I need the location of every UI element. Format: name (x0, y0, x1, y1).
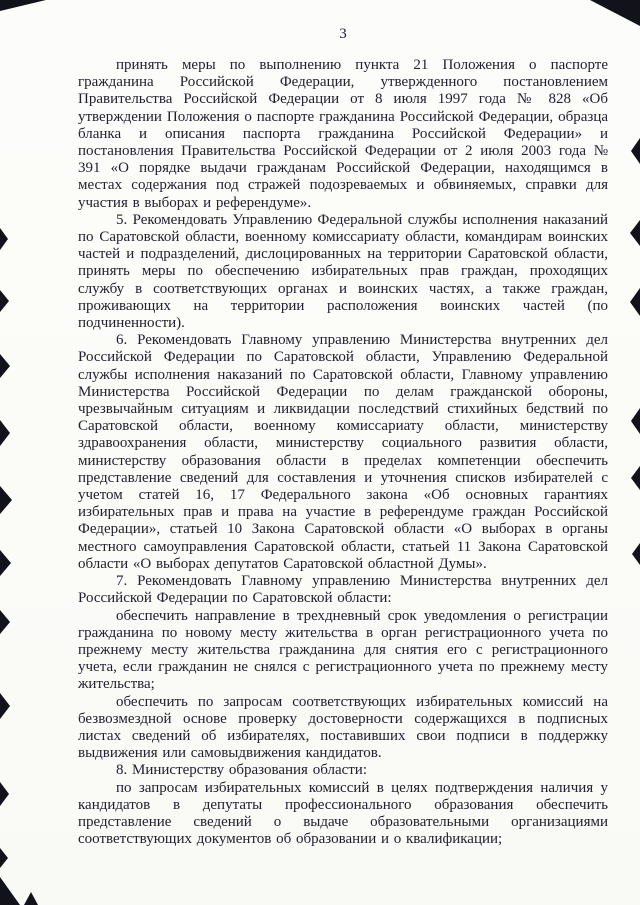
scan-artifact (0, 693, 10, 719)
paragraph: по запросам избирательных комиссий в целях подтверждения наличия у кандидатов в депутаты профессионального образования обеспечить представление сведений о выдаче образовательными организациями соответствующих документов об образовании и о квалификации; (78, 779, 608, 848)
paragraph: 8. Министерству образования области: (116, 762, 368, 779)
page-number: 3 (339, 26, 347, 42)
scan-artifact (0, 550, 11, 576)
scan-artifact (0, 228, 8, 250)
scan-artifact (0, 486, 12, 514)
paragraph: 5. Рекомендовать Управлению Федеральной службы исполнения наказаний по Саратовской области, военному комиссариату области, командирам воинских частей и подразделений, дислоцированных на территории Саратовской области, принять меры по обеспечению избирательных прав граждан, проходящих службу в соответствующих органах и воинских частях, а также граждан, проживающих на территории расположения воинских частей (по подчиненности). (78, 211, 608, 332)
scan-artifact (632, 543, 640, 565)
scan-artifact (631, 138, 640, 164)
paragraph: принять меры по выполнению пункта 21 Положения о паспорте гражданина Российской Федерации, утвержденного постановлением Правительства Российской Федерации от 8 июля 1997 года № 828 «Об утверждении Положения о паспорте гражданина Российской Федерации, образца бланка и описания паспорта гражданина Российской Федерации» и постановления Правительства Российской Федерации от 2 июля 2003 года № 391 «О порядке выдачи гражданам Российской Федерации, находящимся в местах содержания под стражей подозреваемых и обвиняемых, справки для участия в выборах и референдуме». (78, 57, 608, 211)
scan-artifact (0, 420, 10, 446)
scan-artifact (0, 0, 46, 11)
scan-artifact (0, 354, 10, 378)
scan-artifact (630, 220, 640, 246)
scan-artifact (631, 408, 640, 434)
scan-artifact (0, 877, 20, 905)
paragraph: 7. Рекомендовать Главному управлению Министерства внутренних дел Российской Федерации по Саратовской области: (78, 573, 608, 607)
scan-artifact (0, 610, 10, 634)
document-body (78, 57, 608, 848)
paragraph: обеспечить направление в трехдневный срок уведомления о регистрации гражданина по новому месту жительства в орган регистрационного учета по прежнему месту жительства гражданина для снятия его с регистрационного учета, если гражданин не снялся с регистрационного учета по прежнему месту жительства; (78, 607, 608, 693)
scan-artifact (631, 466, 640, 490)
paragraph: 6. Рекомендовать Главному управлению Министерства внутренних дел Российской Федерации по Саратовской области, Управлению Федеральной службы исполнения наказаний по Саратовской области, Главному управлению Министерства Российской Федерации по делам гражданской обороны, чрезвычайным ситуациям и ликвидации последствий стихийных бедствий по Саратовской области, военному комиссариату области, министерству здравоохранения области, министерству социального развития области, министерству образования области в пределах компетенции обеспечить представление сведений для составления и уточнения списков избирателей с учетом статей 16, 17 Федерального закона «Об основных гарантиях избирательных прав и права на участие в референдуме граждан Российской Федерации», статьей 10 Закона Саратовской области «О выборах в органы местного самоуправления Саратовской области, статьей 11 Закона Саратовской области «О выборах депутатов Саратовской областной Думы». (78, 332, 608, 572)
scan-artifact (24, 892, 38, 905)
scan-artifact (590, 0, 640, 26)
scan-artifact (630, 288, 640, 316)
paragraph: обеспечить по запросам соответствующих избирательных комиссий на безвозмездной основе проверку достоверности содержащихся в подписных листах сведений об избирателях, поставивших свои подписи в поддержку выдвижения или самовыдвижения кандидатов. (78, 693, 608, 762)
scan-artifact (0, 848, 8, 868)
scan-artifact (0, 290, 9, 312)
scan-artifact (0, 782, 9, 806)
